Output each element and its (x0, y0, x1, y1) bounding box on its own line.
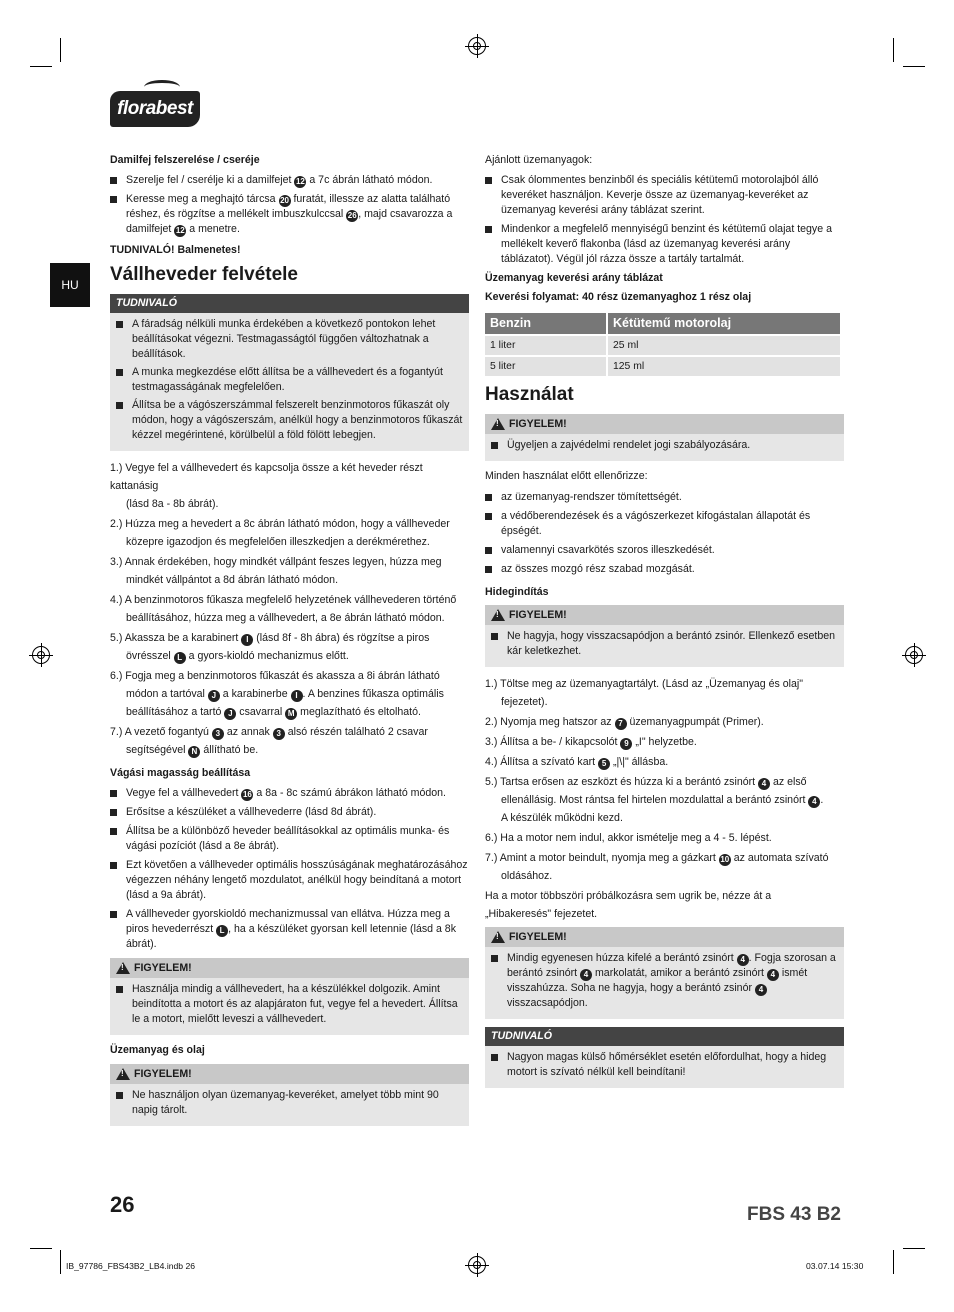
callout-number: 12 (175, 226, 185, 235)
section-heading: Üzemanyag és olaj (110, 1044, 205, 1056)
callout-number: 20 (280, 196, 289, 205)
list-item: A fáradság nélküli munka érdekében a következő pontokon lehet beállításokat végezni. Testmagasságtól függően változhatnak a beállítások. (116, 317, 463, 362)
numbered-step: 1.) Töltse meg az üzemanyagtartályt. (Lásd az „Üzemanyag és olaj" fejezetet). (485, 678, 803, 708)
list-item: Erősítse a készüléket a vállhevederre (lásd 8d ábrát). (110, 805, 469, 820)
numbered-step: 2.) Húzza meg a hevedert a 8c ábrán látható módon, hogy a vállheveder közepre igazodjon és megfelelően illeszkedjen a derékmérethez. (110, 518, 450, 548)
body-text: Ha a motor többszöri próbálkozásra sem ugrik be, nézze át a (485, 890, 772, 902)
warning-box (485, 434, 844, 461)
fuel-mix-table (485, 313, 842, 376)
list-item: Mindenkor a megfelelő mennyiségű benzint és kétütemű olajat tegye a mellékelt keverő flakonba (lásd az üzemanyag keverési arány táblázatot). Végül jól rázza össze a tartály tartalmát. (485, 222, 844, 267)
numbered-step: 5.) Akassza be a karabinert I (lásd 8f - 8h ábra) és rögzítse a piros övrésszel L a gyors-kioldó mechanizmus előtt. (110, 632, 430, 662)
print-slug: IB_97786_FBS43B2_LB4.indb 26 (66, 1261, 196, 1271)
body-text: „Hibakeresés" fejezetet. (485, 908, 598, 920)
table-header: Benzin (485, 313, 607, 335)
registration-mark-icon (32, 646, 50, 664)
numbered-step: 6.) Fogja meg a benzinmotoros fűkaszát és akassza a 8i ábrán látható módon a tartóval J a karabinerbe I . A benzines fűkasza optimális beállításához a tartó J csavarral M meglazítható és eltolható. (110, 670, 444, 718)
language-tab: HU (50, 263, 90, 307)
crop-mark (893, 1250, 894, 1274)
list-item: a védőberendezések és a vágószerkezet kifogástalan állapotát és épségét. (485, 509, 844, 539)
crop-mark (30, 66, 52, 67)
warning-header: ! FIGYELEM! (485, 927, 844, 947)
numbered-step: 3.) Állítsa a be- / kikapcsolót 9 „I" helyzetbe. (485, 736, 697, 748)
warning-box (485, 625, 844, 667)
list-item: Használja mindig a vállhevedert, ha a készülékkel dolgozik. Amint beindította a motort és az alapjáraton fut, vegye fel a hevedert. Állítsa le a motort, mielőtt leveszi a vállhevedert. (116, 982, 463, 1027)
list-item: az összes mozgó rész szabad mozgását. (485, 562, 844, 577)
numbered-step: 2.) Nyomja meg hatszor az 7 üzemanyagpumpát (Primer). (485, 716, 764, 728)
section-heading: Vágási magasság beállítása (110, 767, 251, 779)
warning-header: ! FIGYELEM! (110, 958, 469, 978)
note-box (485, 1046, 844, 1088)
warning-header: ! FIGYELEM! (110, 1064, 469, 1084)
list-item: A munka megkezdése előtt állítsa be a vállhevedert és a fogantyút testmagasságának megfelelően. (116, 365, 463, 395)
registration-mark-icon (905, 646, 923, 664)
registration-mark-icon (468, 1256, 486, 1274)
warning-icon (491, 931, 505, 943)
list-item: az üzemanyag-rendszer tömítettségét. (485, 490, 844, 505)
section-title: Vállheveder felvétele (110, 264, 298, 285)
numbered-step: 3.) Annak érdekében, hogy mindkét vállpánt feszes legyen, húzza meg mindkét vállpántot a 8d ábrán látható módon. (110, 556, 442, 586)
crop-mark (903, 66, 925, 67)
intro-text: Ajánlott üzemanyagok: (485, 154, 593, 166)
numbered-step: 5.) Tartsa erősen az eszközt és húzza ki a berántó zsinórt 4 az első ellenállásig. Most rántsa fel hirtelen mozdulattal a berántó zsinórt 4 . A készülék működni kezd. (485, 776, 824, 824)
section-heading: Hidegindítás (485, 586, 549, 598)
warning-box (485, 947, 844, 1019)
list-item: Állítsa be a különböző heveder beállításokkal az optimális munka- és vágási pozíciót (lásd a 8e ábrát). (110, 824, 469, 854)
table-row: 5 liter 125 ml (485, 356, 841, 376)
list-item: Vegye fel a vállhevedert 16 a 8a - 8c számú ábrákon látható módon. (110, 786, 469, 801)
section-heading: Damilfej felszerelése / cseréje (110, 154, 260, 166)
brand-logo: florabest (110, 91, 200, 127)
list-item: Csak ólommentes benzinből és speciális kétütemű motorolajból álló keveréket használjon. Keverje össze az üzemanyag-keveréket az üzemanyag keverési arány táblázat szerint. (485, 173, 844, 218)
warning-icon (116, 1068, 130, 1080)
warning-icon (491, 418, 505, 430)
page-number: 26 (110, 1192, 135, 1217)
list-item: Nagyon magas külső hőmérséklet esetén előfordulhat, hogy a hideg motort is szívató nélkül kell beindítani! (491, 1050, 838, 1080)
warning-box (110, 978, 469, 1035)
table-header: Kétütemű motorolaj (607, 313, 841, 335)
list-item: Szerelje fel / cserélje ki a damilfejet 12 a 7c ábrán látható módon. (110, 173, 469, 188)
note-box (110, 313, 469, 451)
warning-header: ! FIGYELEM! (485, 414, 844, 434)
list-item: Ne hagyja, hogy visszacsapódjon a berántó zsinór. Ellenkező esetben kár keletkezhet. (491, 629, 838, 659)
crop-mark (60, 1250, 61, 1274)
callout-number: 12 (295, 177, 305, 186)
warning-box (110, 1084, 469, 1126)
list-item: Ügyeljen a zajvédelmi rendelet jogi szabályozására. (491, 438, 838, 453)
crop-mark (893, 38, 894, 62)
registration-mark-icon (468, 37, 486, 55)
callout-number: 26 (347, 211, 357, 220)
list-item: Mindig egyenesen húzza kifelé a berántó zsinórt 4 . Fogja szorosan a berántó zsinórt 4 markolatát, amikor a berántó zsinórt 4 ismét visszahúzza. Soha ne hagyja, hogy a berántó zsinór 4 visszacsapódjon. (491, 951, 838, 1011)
note-header: TUDNIVALÓ (485, 1027, 844, 1046)
check-intro: Minden használat előtt ellenőrizze: (485, 470, 648, 482)
list-item: Keresse meg a meghajtó tárcsa 20 furatát, illessze az alatta található réshez, és rögzítse a mellékelt imbuszkulccsal 26 , majd csavarozza a damilfejet 12 a menetre. (110, 192, 469, 237)
warning-header: ! FIGYELEM! (485, 605, 844, 625)
numbered-step: 6.) Ha a motor nem indul, akkor ismételje meg a 4 - 5. lépést. (485, 832, 772, 844)
crop-mark (903, 1248, 925, 1249)
left-column (110, 153, 469, 1134)
warning-icon (116, 962, 130, 974)
note-text: TUDNIVALÓ! Balmenetes! (110, 244, 241, 256)
list-item: Ne használjon olyan üzemanyag-keveréket, amelyet több mint 90 napig tárolt. (116, 1088, 463, 1118)
table-row: 1 liter 25 ml (485, 335, 841, 356)
numbered-step: 7.) A vezető fogantyú 3 az annak 3 alsó részén található 2 csavar segítségével N állítható be. (110, 726, 428, 756)
section-title: Használat (485, 384, 574, 405)
warning-icon (491, 609, 505, 621)
model-name: FBS 43 B2 (747, 1204, 841, 1225)
list-item: Állítsa be a vágószerszámmal felszerelt benzinmotoros fűkaszát oly módon, hogy a vágószerszám, anélkül hogy a benzinmotoros fűkaszát kézzel megérintené, körülbelül a föld fölött lebegjen. (116, 398, 463, 443)
list-item: A vállheveder gyorskioldó mechanizmussal van ellátva. Húzza meg a piros hevederrészt L , ha a készüléket gyorsan kell letennie (lásd a 8k ábrát). (110, 907, 469, 952)
numbered-step: 7.) Amint a motor beindult, nyomja meg a gázkart 10 az automata szívató oldásához. (485, 852, 829, 882)
table-title: Üzemanyag keverési arány táblázat (485, 272, 663, 284)
table-subtitle: Keverési folyamat: 40 rész üzemanyaghoz 1 rész olaj (485, 291, 752, 303)
crop-mark (60, 38, 61, 62)
note-header: TUDNIVALÓ (110, 294, 469, 313)
right-column (485, 153, 844, 1096)
crop-mark (30, 1248, 52, 1249)
numbered-step: 4.) A benzinmotoros fűkasza megfelelő helyzetének vállhevederen történő beállításához, húzza meg a vállhevedert, a 8e ábrán látható módon. (110, 594, 457, 624)
numbered-step: 4.) Állítsa a szívató kart 5 „|\|" állásba. (485, 756, 669, 768)
numbered-step: 1.) Vegye fel a vállhevedert és kapcsolja össze a két heveder részt kattanásig (lásd 8a - 8b ábrát). (110, 462, 423, 510)
list-item: Ezt követően a vállheveder optimális hosszúságának meghatározásához végezzen néhány lengető mozdulatot, anélkül hogy beindítaná a motort (lásd a 9a ábrát). (110, 858, 469, 903)
print-date: 03.07.14 15:30 (806, 1261, 864, 1271)
list-item: valamennyi csavarkötés szoros illeszkedését. (485, 543, 844, 558)
